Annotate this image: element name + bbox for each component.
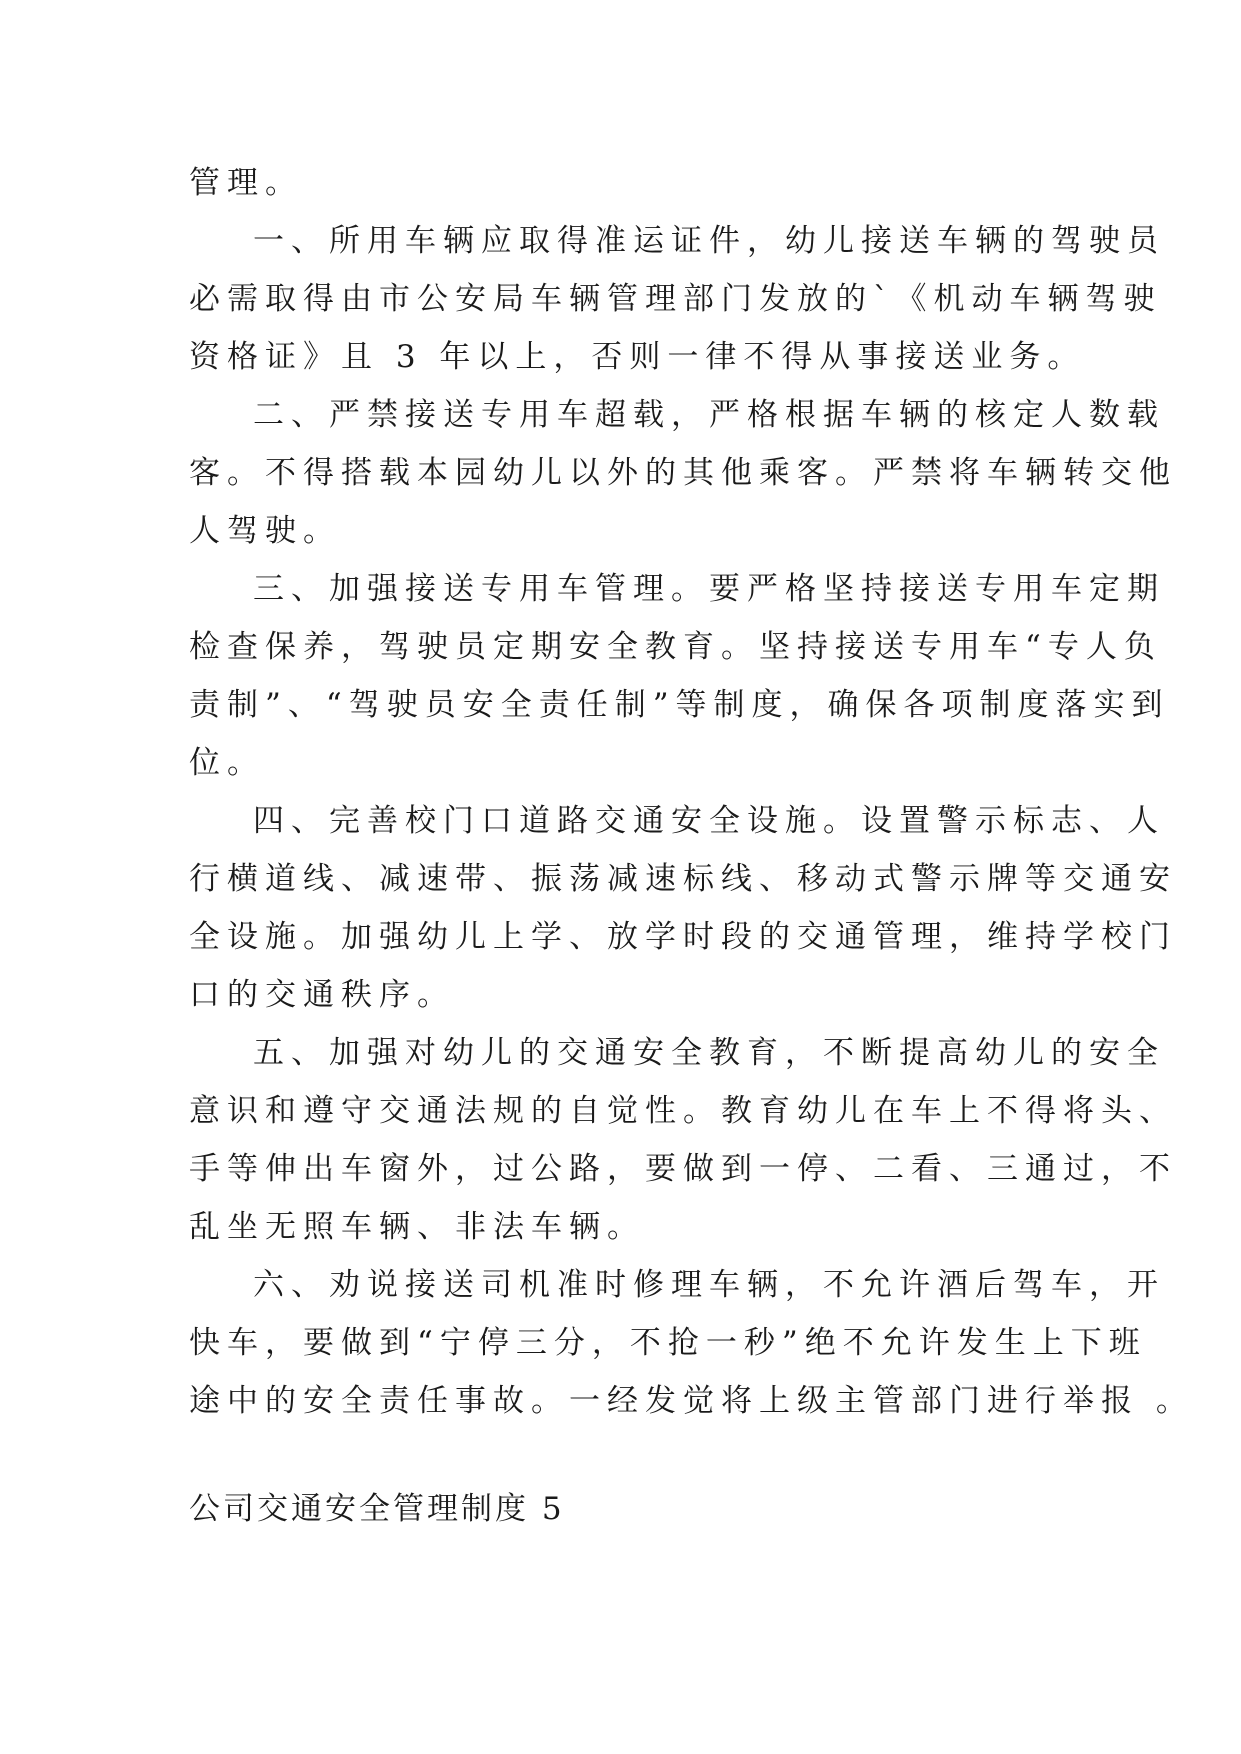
text-line: 四、完善校门口道路交通安全设施。设置警示标志、人 [253, 803, 1165, 839]
text-line: 意识和遵守交通法规的自觉性。教育幼儿在车上不得将头、 [189, 1093, 1177, 1129]
text-line: 五、加强对幼儿的交通安全教育，不断提高幼儿的安全 [253, 1035, 1165, 1071]
text-line: 六、劝说接送司机准时修理车辆，不允许酒后驾车，开 [253, 1267, 1165, 1303]
text-line: 位。 [189, 745, 265, 781]
body-text [189, 154, 1194, 1430]
text-line: 资格证》且 3 年以上，否则一律不得从事接送业务。 [189, 339, 1086, 375]
text-line: 快车，要做到“宁停三分，不抢一秒”绝不允许发生上下班 [189, 1325, 1147, 1361]
text-line: 客。不得搭载本园幼儿以外的其他乘客。严禁将车辆转交他 [189, 455, 1177, 491]
text-line: 全设施。加强幼儿上学、放学时段的交通管理，维持学校门 [189, 919, 1177, 955]
text-line: 必需取得由市公安局车辆管理部门发放的`《机动车辆驾驶 [189, 281, 1162, 317]
text-line: 人驾驶。 [189, 513, 341, 549]
text-line: 行横道线、减速带、振荡减速标线、移动式警示牌等交通安 [189, 861, 1177, 897]
text-line: 手等伸出车窗外，过公路，要做到一停、二看、三通过，不 [189, 1151, 1177, 1187]
text-line: 一、所用车辆应取得准运证件，幼儿接送车辆的驾驶员 [253, 223, 1165, 259]
text-line: 三、加强接送专用车管理。要严格坚持接送专用车定期 [253, 571, 1165, 607]
text-line: 乱坐无照车辆、非法车辆。 [189, 1209, 645, 1245]
text-line: 检查保养，驾驶员定期安全教育。坚持接送专用车“专人负 [189, 629, 1162, 665]
text-line: 口的交通秩序。 [189, 977, 455, 1013]
text-line: 责制”、“驾驶员安全责任制”等制度，确保各项制度落实到 [189, 687, 1170, 723]
text-line: 途中的安全责任事故。一经发觉将上级主管部门进行举报 。 [189, 1383, 1194, 1419]
text-line: 二、严禁接送专用车超载，严格根据车辆的核定人数载 [253, 397, 1165, 433]
text-line: 管理。 [189, 165, 303, 201]
section-heading: 公司交通安全管理制度 5 [189, 1491, 565, 1527]
